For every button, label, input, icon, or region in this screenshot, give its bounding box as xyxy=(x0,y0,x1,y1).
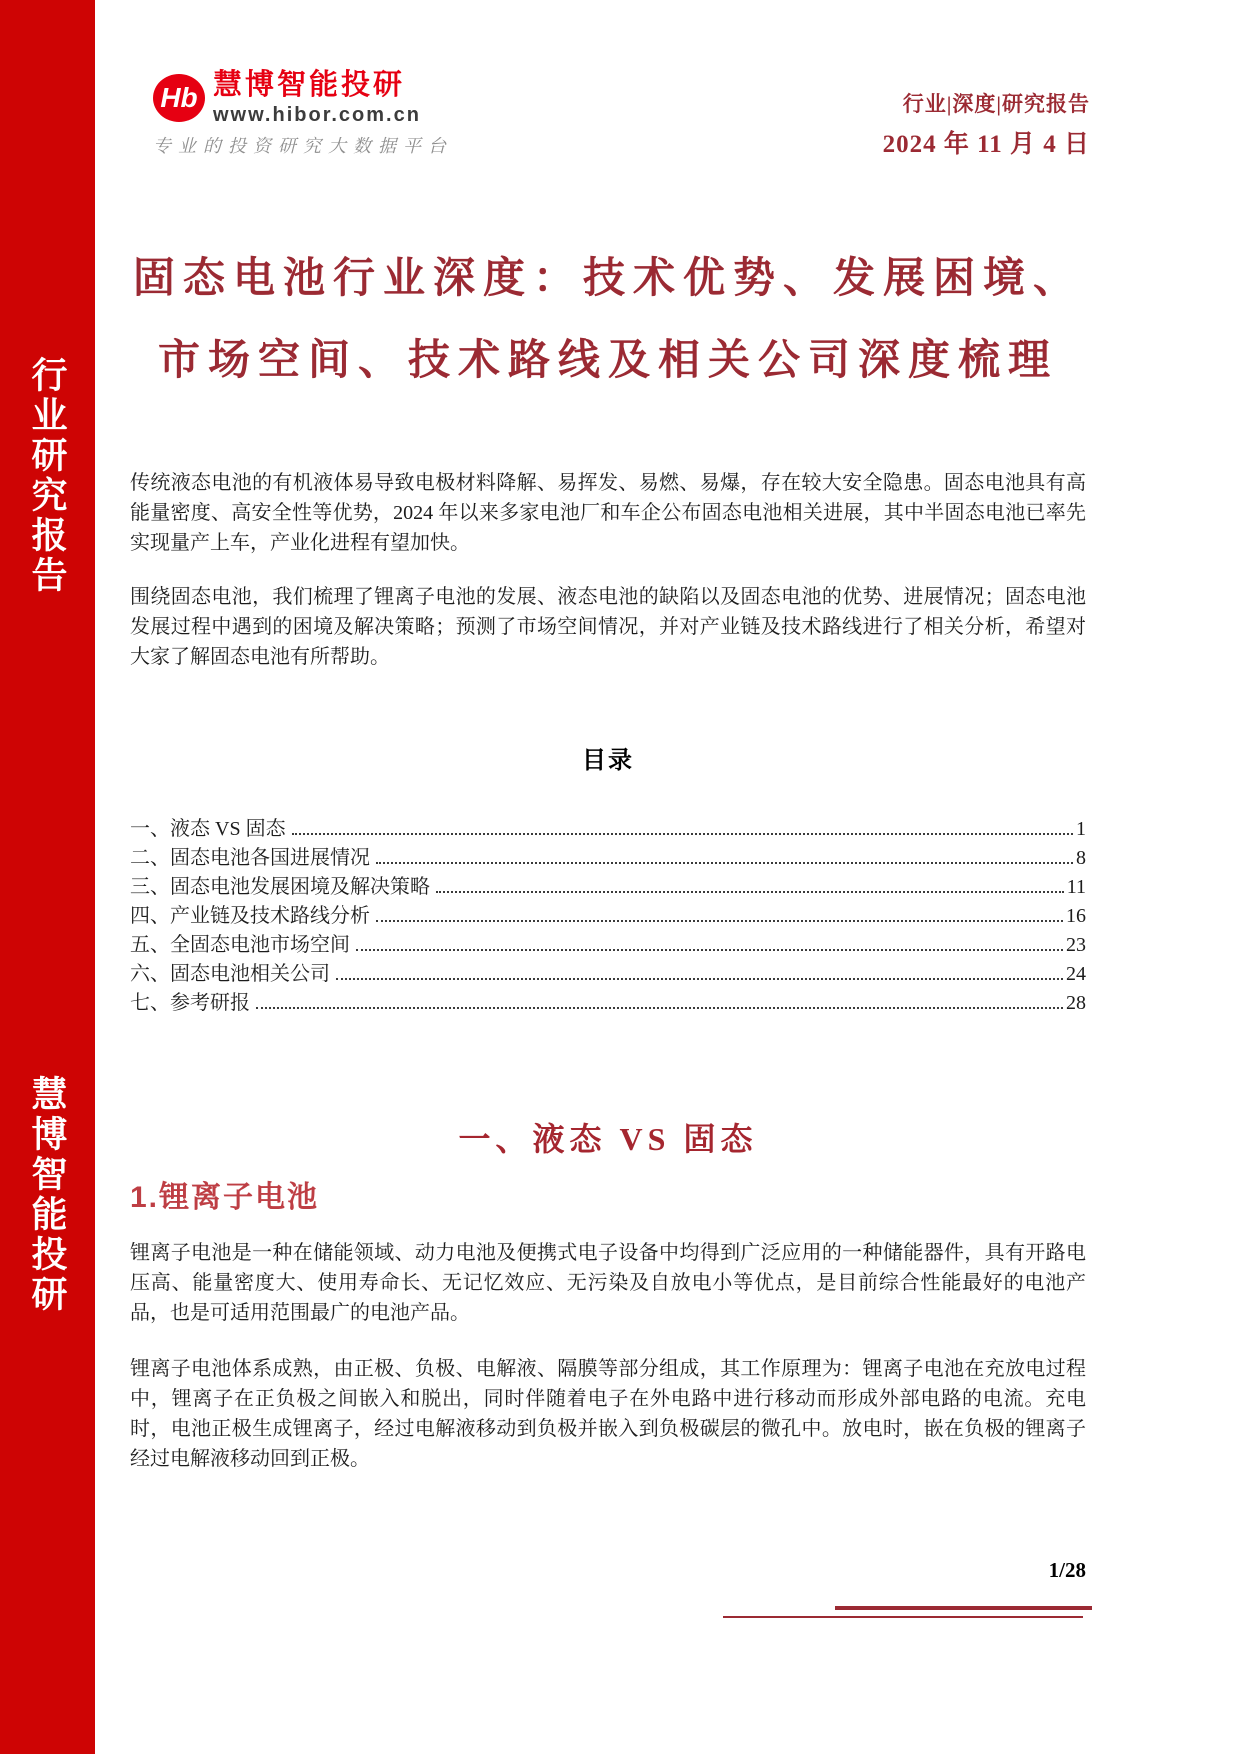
intro-paragraph-1: 传统液态电池的有机液体易导致电极材料降解、易挥发、易燃、易爆，存在较大安全隐患。固态电池具有高能量密度、高安全性等优势，2024 年以来多家电池厂和车企公布固态电池相关进展，其中半固态电池已率先实现量产上车，产业化进程有望加快。 xyxy=(130,472,1086,554)
sidebar-top-label: 行业研究报告 xyxy=(27,356,68,596)
intro-paragraph-2: 围绕固态电池，我们梳理了锂离子电池的发展、液态电池的缺陷以及固态电池的优势、进展情况；固态电池发展过程中遇到的困境及解决策略；预测了市场空间情况，并对产业链及技术路线进行了相关分析，希望对大家了解固态电池有所帮助。 xyxy=(130,586,1086,668)
logo-monogram: Hb xyxy=(160,81,198,113)
page-indicator: 1/28 xyxy=(1048,1558,1086,1582)
toc-item-page: 28 xyxy=(1066,992,1086,1014)
toc-item-label: 五、全固态电池市场空间 xyxy=(130,934,350,956)
toc-dot-leader xyxy=(356,949,1063,951)
footer-rule-thin xyxy=(723,1616,1083,1618)
toc-item-page: 8 xyxy=(1076,847,1086,869)
section-paragraph-2: 锂离子电池体系成熟，由正极、负极、电解液、隔膜等部分组成，其工作原理为：锂离子电池在充放电过程中，锂离子在正负极之间嵌入和脱出，同时伴随着电子在外电路中进行移动而形成外部电路的电流。充电时，电池正极生成锂离子，经过电解液移动到负极并嵌入到负极碳层的微孔中。放电时，嵌在负极的锂离子经过电解液移动回到正极。 xyxy=(130,1358,1086,1470)
logo-slogan: 专业的投资研究大数据平台 xyxy=(153,135,453,156)
toc-dot-leader xyxy=(292,833,1073,835)
toc-dot-leader xyxy=(336,978,1063,980)
toc-item-3[interactable] xyxy=(130,870,1086,899)
report-title xyxy=(130,238,1086,402)
toc-dot-leader xyxy=(436,891,1064,893)
toc-item-page: 24 xyxy=(1066,963,1086,985)
toc-dot-leader xyxy=(376,862,1073,864)
logo-brand: 慧博智能投研 xyxy=(213,69,406,101)
toc-item-7[interactable] xyxy=(130,986,1086,1015)
table-of-contents xyxy=(130,812,1086,1015)
subsection-heading: 1.锂离子电池 xyxy=(130,1181,320,1214)
toc-item-label: 七、参考研报 xyxy=(130,992,250,1014)
toc-item-1[interactable] xyxy=(130,812,1086,841)
report-category: 行业|深度|研究报告 xyxy=(902,92,1090,116)
toc-dot-leader xyxy=(376,920,1063,922)
toc-item-6[interactable] xyxy=(130,957,1086,986)
report-title-line-2: 市场空间、技术路线及相关公司深度梳理 xyxy=(157,338,1058,384)
report-body xyxy=(130,0,1086,1754)
toc-item-page: 11 xyxy=(1066,876,1086,898)
toc-item-page: 23 xyxy=(1066,934,1086,956)
toc-item-label: 四、产业链及技术路线分析 xyxy=(130,905,370,927)
section-paragraph-1: 锂离子电池是一种在储能领域、动力电池及便携式电子设备中均得到广泛应用的一种储能器件，具有开路电压高、能量密度大、使用寿命长、无记忆效应、无污染及自放电小等优点，是目前综合性能最好的电池产品，也是可适用范围最广的电池产品。 xyxy=(130,1242,1086,1324)
toc-item-label: 二、固态电池各国进展情况 xyxy=(130,847,370,869)
logo-website[interactable]: www.hibor.com.cn xyxy=(213,103,421,126)
sidebar-bottom-label: 慧博智能投研 xyxy=(27,1075,68,1315)
toc-item-5[interactable] xyxy=(130,928,1086,957)
toc-item-page: 1 xyxy=(1076,818,1086,840)
toc-heading: 目录 xyxy=(582,748,634,774)
section-heading: 一、液态 VS 固态 xyxy=(458,1121,758,1157)
report-date: 2024 年 11 月 4 日 xyxy=(882,131,1090,158)
toc-item-label: 三、固态电池发展困境及解决策略 xyxy=(130,876,430,898)
toc-item-page: 16 xyxy=(1066,905,1086,927)
toc-item-label: 六、固态电池相关公司 xyxy=(130,963,330,985)
toc-item-2[interactable] xyxy=(130,841,1086,870)
toc-item-label: 一、液态 VS 固态 xyxy=(130,818,286,840)
toc-item-4[interactable] xyxy=(130,899,1086,928)
sidebar xyxy=(0,0,95,1754)
report-title-line-1: 固态电池行业深度：技术优势、发展困境、 xyxy=(132,256,1083,302)
footer-rule-thick xyxy=(835,1606,1092,1610)
toc-dot-leader xyxy=(256,1007,1063,1009)
